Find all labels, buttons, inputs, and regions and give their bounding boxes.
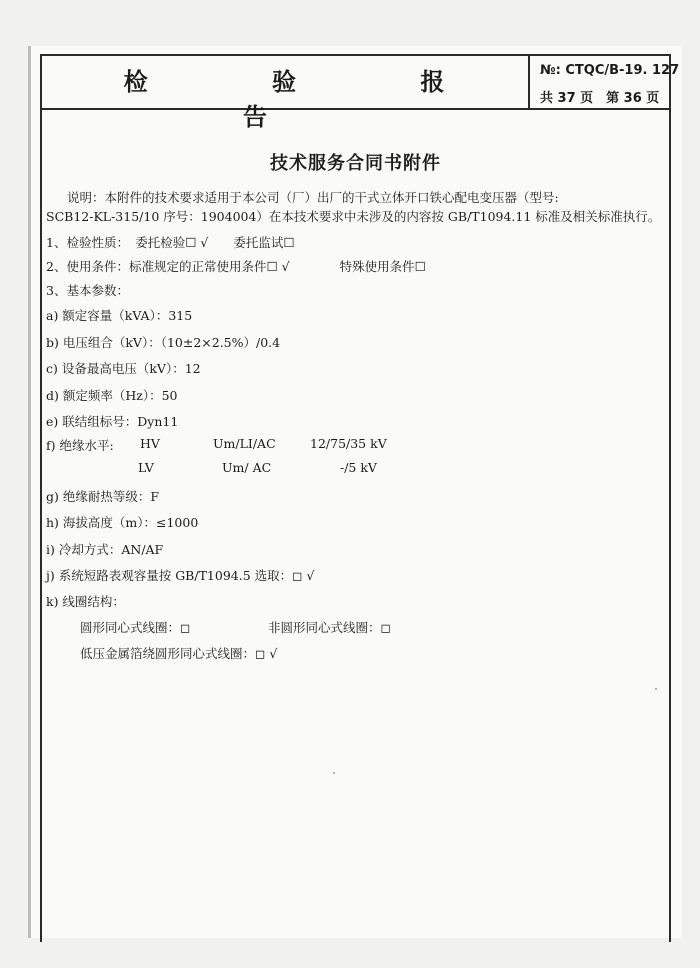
inspection-nature: 1、检验性质： 委托检验☐ √ 委托监试☐: [46, 235, 295, 250]
insulation-hv-value: 12/75/35 kV: [310, 436, 387, 451]
param-voltage-combination: b) 电压组合（kV）：（10±2×2.5%）/0.4: [46, 335, 281, 350]
report-number: №: CTQC/B-19. 127: [540, 63, 680, 78]
note-line-1: 说明：本附件的技术要求适用于本公司（厂）出厂的干式立体开口铁心配电变压器（型号:: [67, 190, 559, 205]
coil-nonround: 非圆形同心式线圈：◻: [268, 620, 391, 635]
param-rated-capacity: a) 额定容量（kVA）：315: [46, 308, 193, 323]
param-insulation-label: f) 绝缘水平:: [46, 438, 114, 453]
insulation-hv: HV: [140, 436, 160, 451]
param-coil-structure: k) 线圈结构：: [46, 594, 125, 609]
param-short-circuit: j) 系统短路表观容量按 GB/T1094.5 选取：◻ √: [46, 568, 315, 583]
usage-conditions: 2、使用条件：标准规定的正常使用条件☐ √ 特殊使用条件☐: [46, 259, 426, 274]
header-divider: [528, 54, 530, 108]
note-line-2: SCB12-KL-315/10 序号：1904004）在本技术要求中未涉及的内容按 GB/T1094.11 标准及相关标准执行。: [46, 209, 661, 224]
param-max-voltage: c) 设备最高电压（kV）：12: [46, 361, 201, 376]
insulation-lv: LV: [138, 460, 154, 475]
basic-params-heading: 3、基本参数：: [46, 283, 129, 298]
param-connection-group: e) 联结组标号：Dyn11: [46, 414, 179, 429]
coil-round: 圆形同心式线圈：◻: [80, 620, 191, 635]
coil-foil: 低压金属箔绕圆形同心式线圈：◻ √: [80, 646, 278, 661]
report-title: 检 验 报 告: [123, 68, 503, 131]
page-count: 共 37 页 第 36 页: [540, 91, 660, 106]
param-thermal-class: g) 绝缘耐热等级：F: [46, 489, 160, 504]
page-edge-shadow: [28, 46, 31, 938]
param-cooling: i) 冷却方式：AN/AF: [46, 542, 164, 557]
insulation-hv-type: Um/LI/AC: [213, 436, 276, 451]
param-rated-frequency: d) 额定频率（Hz）：50: [46, 388, 178, 403]
insulation-lv-type: Um/ AC: [222, 460, 272, 475]
param-altitude: h) 海拔高度（m）：≤1000: [46, 515, 199, 530]
scan-speck: [333, 772, 335, 774]
document-title: 技术服务合同书附件: [270, 153, 441, 174]
insulation-lv-value: -/5 kV: [340, 460, 377, 475]
scan-speck: [655, 688, 657, 690]
